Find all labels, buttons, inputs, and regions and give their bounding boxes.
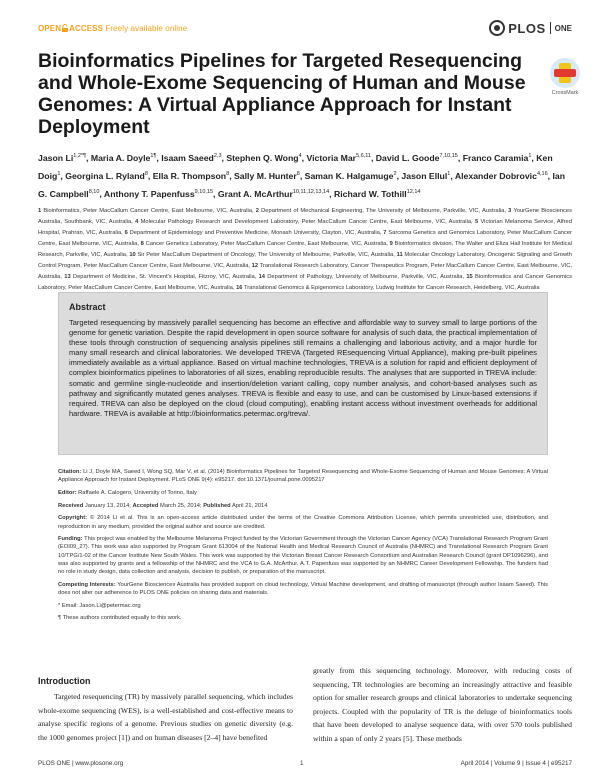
author-name: Ian G. Campbell: [38, 171, 566, 199]
plos-logo-icon: [489, 20, 505, 36]
dates-block: [58, 502, 548, 510]
published-date: April 21, 2014: [231, 502, 268, 509]
affiliation-text: Department of Mechanical Engineering, The University of Melbourne, Parkville, VIC, Australia,: [261, 208, 506, 214]
crossmark-label: CrossMark: [551, 90, 579, 96]
author-separator: ,: [213, 189, 218, 199]
citation-block: [58, 468, 548, 484]
page-footer: [38, 760, 572, 770]
author: [305, 171, 402, 181]
affiliation-text: Victorian Melanoma Service, Alfred Hospital, Prahran, VIC, Australia,: [38, 219, 572, 236]
affiliation-number: 9: [389, 241, 393, 247]
author: [306, 153, 375, 163]
affiliation-number: 6: [124, 230, 128, 236]
funding-label: Funding:: [58, 536, 83, 543]
author-name: Franco Caramia: [462, 153, 529, 163]
author-name: Alexander Dobrovic: [454, 171, 537, 181]
citation-label: Citation:: [58, 469, 82, 475]
affiliation: [135, 219, 473, 225]
author-separator: ,: [229, 171, 235, 181]
author-affiliation-ref: 8: [144, 171, 148, 177]
author: [65, 171, 153, 181]
author-separator: ,: [147, 171, 153, 181]
lock-icon: [62, 24, 68, 34]
author-affiliation-ref: 9,10,15: [194, 189, 214, 195]
affiliation: [38, 208, 254, 214]
article-title: Bioinformatics Pipelines for Targeted Resequencing and Whole-Exome Sequencing of Human and Mouse Genomes: A Virtual Appliance Approach for Instant Deployment: [38, 50, 526, 138]
open-access-badge: [38, 24, 187, 34]
author-separator: ,: [450, 171, 455, 181]
author: [161, 153, 226, 163]
affiliation: [141, 241, 388, 247]
plos-one-logo: [489, 18, 572, 38]
abstract-box: [58, 292, 548, 455]
affiliation-number: 12: [251, 263, 259, 269]
affiliation: [236, 285, 540, 291]
intro-left-text: Targeted resequencing (TR) by massively parallel sequencing, which includes whole-exome sequencing (WES), is a well-established and cost-effective means to analyse specific regions of a genome. Previous studies on genetic diversity (e.g. the 1000 genomes project [1]) and on human diseases [2–4] have benefited: [38, 692, 293, 742]
funding-text: This project was enabled by the Melbourne Melanoma Project funded by the Victorian Government through the Victorian Cancer Agency (VCA) Translational Research Program Grant (EOI09_27). This work was also supported by Program Grant 613004 of the National Health and Medical Research Council of Australia (NHMRC) and Translational Research Program Grant 10/TPG/1-02 of the Cancer Institute New South Wales. This work was supported by the Victorian Breast Cancer Research Consortium and Australian Research Council (grant DP1096296), and was also supported by grants and a fellowship of the NHMRC and the VCA to G.A. McArthur. A.T. Papenfuss was supported by an NHMRC Career Development Fellowship. The funders had no role in study design, data collection and analysis, decision to publish, or preparation of the manuscript.: [58, 536, 548, 576]
page-header: [38, 18, 572, 46]
affiliation: [64, 274, 256, 280]
affiliation-text: Translational Research Laboratory, Cancer Therapeutics Program, Peter MacCallum Cancer Centre, East Melbourne, VIC, Australia,: [38, 263, 572, 280]
author: [153, 171, 234, 181]
author-name: Saman K. Halgamuge: [304, 171, 394, 181]
plos-logo-one: ONE: [554, 23, 572, 33]
author: [218, 189, 334, 199]
affiliation-text: Sir Peter MacCallum Department of Oncology, The University of Melbourne, Parkville, VIC, Australia,: [137, 252, 395, 258]
author-separator: ,: [329, 189, 334, 199]
author: [91, 153, 161, 163]
author-separator: ,: [547, 171, 553, 181]
affiliation-text: Department of Medicine, St. Vincent's Hospital, Fitzroy, VIC, Australia,: [72, 274, 257, 280]
article-metadata: [58, 468, 548, 627]
affiliation-text: Sarcoma Genetics and Genomics Laboratory, Peter MacCallum Cancer Centre, East Melbourne, VIC, Australia,: [38, 230, 572, 247]
author-name: Ken Doig: [38, 153, 553, 181]
equal-contribution-note: ¶ These authors contributed equally to this work.: [58, 615, 182, 622]
affiliation-number: 14: [258, 274, 265, 280]
published-label: Published: [203, 502, 231, 509]
citation-text: Li J, Doyle MA, Saeed I, Wong SQ, Mar V, et al. (2014) Bioinformatics Pipelines for Targeted Resequencing and Whole-Exome Sequencing of Human and Mouse Genomes: A Virtual Appliance Approach for Instant Deployment. PLoS ONE 9(4): e95217. doi:10.1371/journal.pone.0095217: [58, 469, 548, 484]
author: [334, 189, 420, 199]
affiliation-number: 16: [236, 285, 243, 291]
author-name: Maria A. Doyle: [90, 153, 151, 163]
affiliation-number: 5: [474, 219, 479, 225]
author-affiliation-ref: 10,11,12,13,14: [292, 189, 330, 195]
affiliation-text: Department of Pathology, University of Melbourne, Parkville, VIC, Australia,: [267, 274, 465, 280]
editor-block: [58, 489, 548, 497]
affiliation-text: Bioinformatics division, The Walter and Eliza Hall Institute for Medical Research, Parkville, VIC, Australia,: [38, 241, 572, 258]
abstract-text: Targeted resequencing by massively parallel sequencing has become an effective and affordable way to survey small to large portions of the genome for genetic variation. Despite the rapid development in open source software for analysis of such data, the practical implementation of these tools through construction of sequencing analysis pipelines still remains a challenging and laborious activity, and a major hurdle for many small research and clinical laboratories. We developed TREVA (Targeted REsequencing Virtual Appliance), making pre-built pipelines immediately available as a virtual appliance. Based on virtual machine technologies, TREVA is a solution for rapid and efficient deployment of complex bioinformatics pipelines to laboratories of all sizes, enabling reproducible results. The analyses that are supported in TREVA include: somatic and germline single-nucleotide and insertion/deletion variant calling, copy number analysis, and cohort-based analyses such as pathway and significantly mutated genes analyses. TREVA is flexible and easy to use, and can be customised by Linux-based extensions if required. TREVA can also be deployed on the cloud (cloud computing), enabling instant access without investment overheads for additional hardware. TREVA is available at http://bioinformatics.petermac.org/treva/.: [69, 318, 537, 418]
author-affiliation-ref: 1,2*¶: [73, 153, 86, 159]
author-name: Isaam Saeed: [161, 153, 214, 163]
logo-divider: [550, 22, 551, 34]
open-access-suffix: ACCESS: [69, 24, 104, 33]
author-name: David L. Goode: [375, 153, 440, 163]
competing-interests-block: [58, 581, 548, 597]
affiliation-text: YourGene Biosciences Australia, Southbank, VIC, Australia,: [38, 208, 572, 225]
author-affiliation-ref: 1: [57, 171, 61, 177]
author-separator: ,: [531, 153, 537, 163]
author-affiliation-ref: 4: [298, 153, 302, 159]
affiliation-text: Bioinformatics and Cancer Genomics Laboratory, Peter MacCallum Cancer Centre, East Melbourne, VIC, Australia,: [38, 274, 572, 291]
accepted-date: March 25, 2014;: [160, 502, 202, 509]
footer-page-number: 1: [300, 760, 304, 767]
received-date: January 13, 2014;: [84, 502, 131, 509]
author-name: Richard W. Tothill: [333, 189, 407, 199]
author-affiliation-ref: 2,3: [213, 153, 222, 159]
author-name: Anthony T. Papenfuss: [103, 189, 195, 199]
affiliation-number: 11: [396, 252, 403, 258]
intro-column-right: greatly from this sequencing technology. Moreover, with reducing costs of sequencing, TR technologies are becoming an increasingly attractive and feasible option for smaller research groups and clinical laboratories to undertake sequencing projects. Coupled with the popularity of TR is the deluge of bioinformatics tools that have been developed to analyse sequence data, with over 570 tools published within a span of only 2 years [5]. These methods: [313, 666, 572, 743]
affiliation-number: 8: [140, 241, 144, 247]
affiliation-number: 2: [255, 208, 259, 214]
author: [463, 153, 537, 163]
affiliation: [125, 230, 382, 236]
author: [376, 153, 463, 163]
author-name: Ella R. Thompson: [152, 171, 227, 181]
affiliation-number: 13: [64, 274, 71, 280]
author-affiliation-ref: 8: [296, 171, 300, 177]
author-name: Victoria Mar: [306, 153, 357, 163]
affiliation-text: Molecular Oncology Laboratory, Oncogenic Signaling and Growth Control Program, Peter MacCallum Cancer Centre, East Melbourne, VIC, Australia,: [38, 252, 572, 269]
author-affiliation-ref: 7,10,15: [439, 153, 458, 159]
author: [104, 189, 218, 199]
affiliation-number: 4: [135, 219, 139, 225]
author-separator: ,: [221, 153, 227, 163]
author-name: Sally M. Hunter: [234, 171, 297, 181]
copyright-block: [58, 514, 548, 530]
affiliation-number: 10: [129, 252, 136, 258]
author-name: Grant A. McArthur: [217, 189, 293, 199]
author: [234, 171, 305, 181]
competing-interests-label: Competing Interests:: [58, 581, 116, 588]
affiliation-text: Department of Epidemiology and Preventive Medicine, Monash University, Clayton, VIC, Australia,: [129, 230, 382, 236]
affiliation-number: 15: [466, 274, 473, 280]
affiliation-list: [38, 206, 572, 294]
author-separator: ,: [457, 153, 463, 163]
abstract-heading: Abstract: [69, 302, 106, 312]
competing-interests-text: YourGene Biosciences Australia has provided support on cloud technology, Virtual Machine development, and drafting of manuscript (through author Isaam Saeed). This does not alter our adherence to PLOS ONE policies on sharing data and materials.: [58, 581, 548, 596]
affiliation-text: Cancer Genetics Laboratory, Peter MacCallum Cancer Centre, East Melbourne, VIC, Australia,: [145, 241, 388, 247]
author-affiliation-ref: 12,14: [406, 189, 421, 195]
author-affiliation-ref: 8,10: [88, 189, 100, 195]
plos-logo-word: PLOS: [508, 20, 546, 36]
author-separator: ,: [370, 153, 376, 163]
affiliation: [129, 252, 395, 258]
freely-available-text: Freely available online: [105, 24, 188, 33]
author: [455, 171, 553, 181]
author-separator: ,: [299, 171, 305, 181]
author-affiliation-ref: 1: [447, 171, 451, 177]
author-affiliation-ref: 1: [528, 153, 532, 159]
affiliation: [259, 274, 464, 280]
affiliation: [256, 208, 506, 214]
author-affiliation-ref: 4,16: [536, 171, 548, 177]
author-separator: ,: [301, 153, 307, 163]
author-separator: ,: [396, 171, 402, 181]
author-name: Georgina L. Ryland: [65, 171, 145, 181]
author-separator: ,: [99, 189, 104, 199]
author-separator: ,: [156, 153, 162, 163]
author-affiliation-ref: 2: [393, 171, 397, 177]
affiliation-text: Molecular Pathology Research and Development Laboratory, Peter MacCallum Cancer Centre, East Melbourne, VIC, Australia,: [140, 219, 473, 225]
open-access-prefix: OPEN: [38, 24, 62, 33]
received-label: Received: [58, 502, 84, 509]
editor-text: Raffaele A. Calogero, University of Torino, Italy: [78, 489, 197, 496]
email-line[interactable]: * Email: Jason.Li@petermac.org: [58, 602, 141, 609]
author-name: Jason Ellul: [401, 171, 448, 181]
author: [38, 153, 91, 163]
author-name: Stephen Q. Wong: [226, 153, 299, 163]
affiliation-text: Bioinformatics, Peter MacCallum Cancer Centre, East Melbourne, VIC, Australia,: [43, 208, 254, 214]
author: [401, 171, 454, 181]
author-affiliation-ref: 1¶: [150, 153, 157, 159]
footer-issue: April 2014 | Volume 9 | Issue 4 | e95217: [460, 760, 572, 767]
author-separator: ,: [86, 153, 91, 163]
footer-journal: PLOS ONE | www.plosone.org: [38, 760, 124, 767]
intro-column-left: [38, 690, 293, 744]
crossmark-button[interactable]: [548, 58, 582, 96]
author-list: [38, 148, 572, 202]
author-name: Jason Li: [38, 153, 74, 163]
introduction-heading: Introduction: [38, 676, 91, 686]
affiliation-number: 1: [38, 208, 42, 214]
author-affiliation-ref: 8: [226, 171, 230, 177]
author: [226, 153, 306, 163]
affiliation-number: 7: [383, 230, 387, 236]
editor-label: Editor:: [58, 489, 77, 496]
affiliation-text: Translational Genomics & Epigenomics Laboratory, Ludwig Institute for Cancer Research, Heidelberg, VIC, Australia: [243, 285, 540, 291]
copyright-label: Copyright:: [58, 515, 88, 522]
author-affiliation-ref: 5,6,11: [356, 153, 371, 159]
funding-block: [58, 535, 548, 576]
affiliation-number: 3: [508, 208, 512, 214]
crossmark-icon: [550, 58, 580, 88]
accepted-label: Accepted: [132, 502, 159, 509]
copyright-text: © 2014 Li et al. This is an open-access article distributed under the terms of the Creative Commons Attribution License, which permits unrestricted use, distribution, and reproduction in any medium, provided the original author and source are credited.: [58, 515, 548, 530]
author-separator: ,: [60, 171, 66, 181]
